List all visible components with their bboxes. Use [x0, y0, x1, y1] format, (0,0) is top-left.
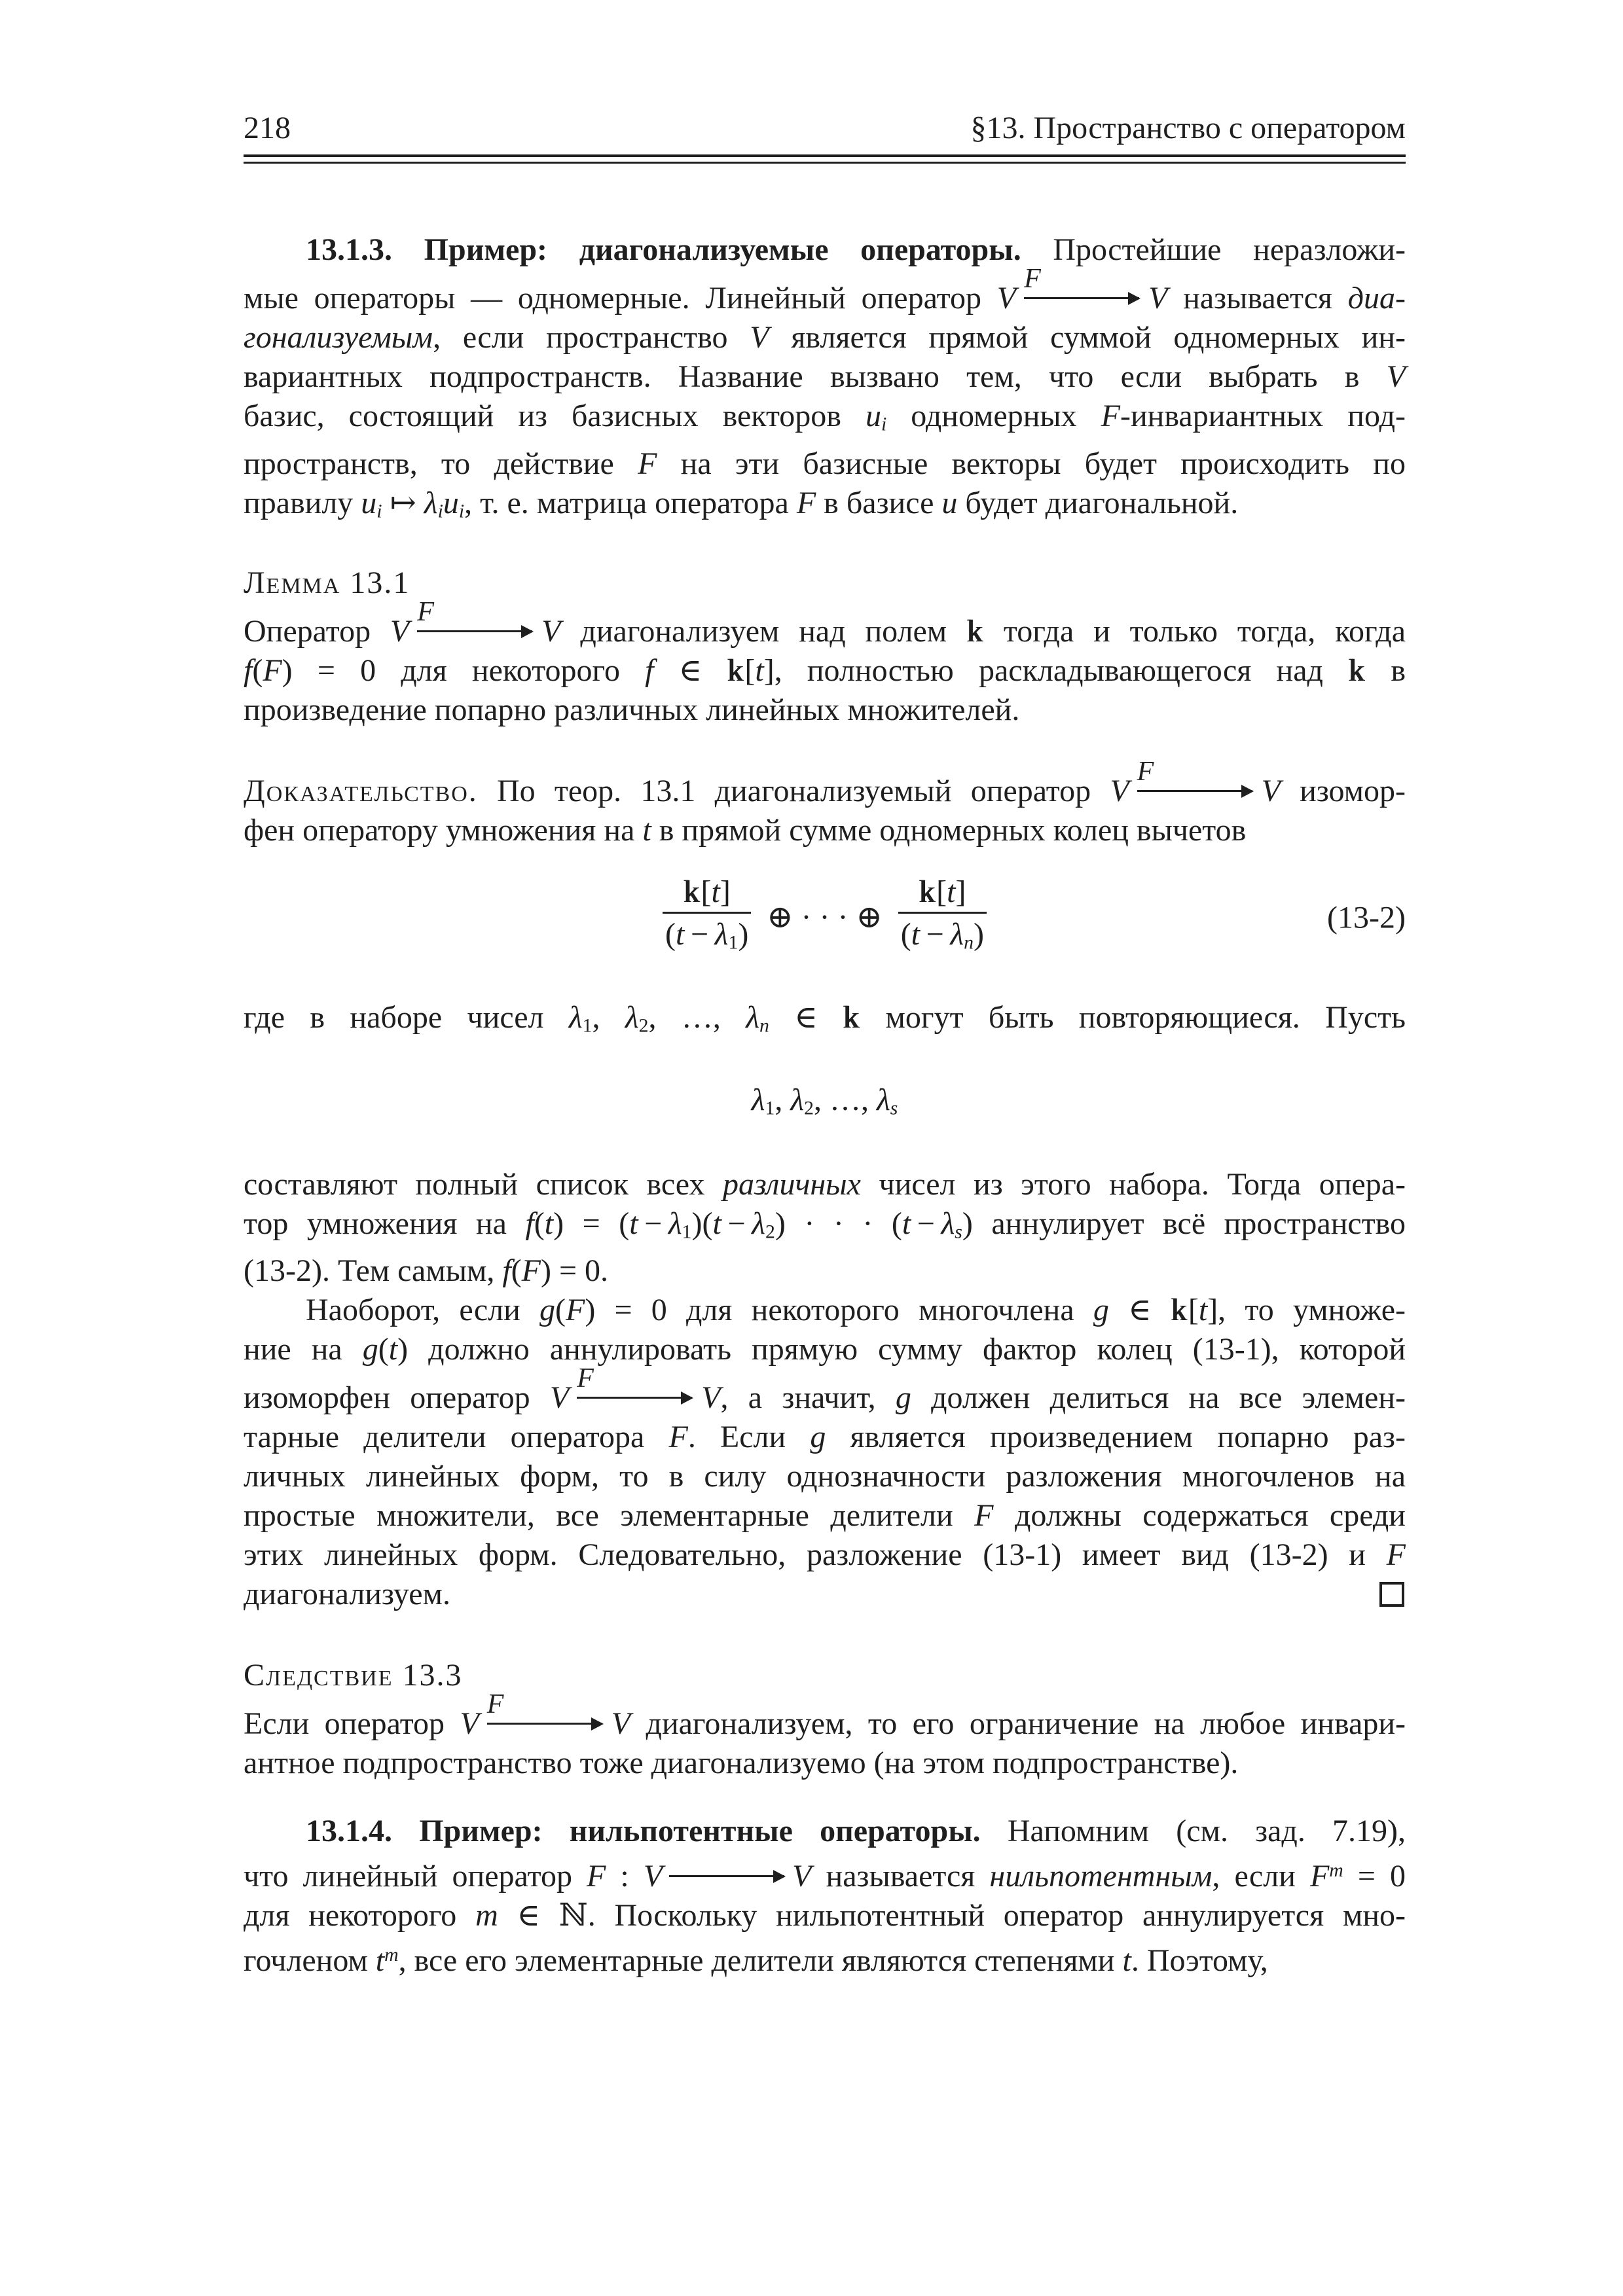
text: ∈ [653, 653, 727, 689]
arrow-with-F-label-icon [486, 1689, 604, 1740]
italic-text: нильпотентным [989, 1859, 1213, 1894]
italic-text: λ [790, 1083, 805, 1118]
text: По теор. 13.1 диагонализуемый оператор [477, 774, 1110, 809]
subscript: s [890, 1097, 898, 1119]
italic-text: t [544, 1206, 554, 1241]
text: ], то умноже- [1207, 1293, 1406, 1328]
italic-text: F [1386, 1537, 1406, 1573]
text-line [244, 1291, 1406, 1330]
text-line [244, 1496, 1406, 1535]
italic-text: F [638, 446, 657, 481]
text: Простейшие неразложи- [1021, 232, 1406, 267]
text: -инвариантных под- [1120, 399, 1406, 433]
text: . Поэтому, [1131, 1943, 1268, 1979]
italic-text: V [996, 281, 1017, 315]
text: ( [665, 917, 676, 952]
bold-text: 13.1.3. Пример: диагонализуемые операторы. [306, 232, 1021, 267]
text: ↦ [382, 485, 424, 520]
italic-text: λ [424, 485, 438, 520]
text: ∈ ℕ. Поскольку нильпотентный оператор аннулируется мно- [498, 1898, 1406, 1933]
text: составляют полный список всех [244, 1166, 723, 1202]
italic-text: u [941, 485, 958, 520]
running-title: §13. Пространство с оператором [970, 111, 1406, 145]
text-line [244, 1535, 1406, 1575]
italic-text: t [902, 1206, 911, 1241]
text: − [920, 917, 951, 952]
text: этих линейных форм. Следовательно, разложение (13-1) имеет вид (13-2) и [244, 1537, 1387, 1573]
numerator [908, 874, 976, 912]
italic-text: g [362, 1332, 378, 1367]
text: − [911, 1206, 941, 1241]
text: фен оператору умножения на [244, 813, 643, 848]
direct-sum-operators [767, 899, 882, 936]
text: тогда и только тогда, когда [984, 614, 1406, 649]
text: , если [1212, 1859, 1310, 1894]
qed-box [1379, 1582, 1404, 1607]
text-line [244, 1165, 1406, 1204]
text-block [244, 0, 1406, 1981]
blackboard-k: k [919, 874, 935, 910]
blackboard-k: k [966, 614, 983, 649]
italic-text: u [443, 485, 459, 520]
italic-text: F [587, 1859, 606, 1894]
text-line [244, 264, 1406, 318]
arrow-label: F [577, 1363, 594, 1394]
text: − [684, 917, 715, 952]
text: что линейный оператор [244, 1859, 587, 1894]
full-list [244, 1165, 1406, 1291]
subscript: i [458, 500, 465, 522]
denominator [898, 914, 987, 961]
italic-text: g [539, 1293, 555, 1328]
text-line [244, 1812, 1406, 1851]
subscript: 2 [804, 1097, 814, 1119]
arrow-shaft [417, 630, 532, 632]
italic-text: u [865, 399, 881, 433]
fraction [898, 874, 987, 961]
text: ) · · · ( [775, 1206, 902, 1241]
para-13-1-4 [244, 1812, 1406, 1981]
para-13-1-3 [244, 230, 1406, 531]
text-line [244, 230, 1406, 270]
text: Оператор [244, 614, 390, 649]
text-line [244, 1204, 1406, 1252]
header-rule [244, 154, 1406, 164]
italic-text: t [1122, 1943, 1131, 1979]
text: = 0 [1343, 1859, 1406, 1894]
text-line [244, 811, 1406, 850]
blackboard-k: k [1348, 653, 1364, 689]
text-line [244, 1251, 1406, 1291]
text: Наоборот, если [306, 1293, 539, 1328]
italic-text: V [390, 614, 410, 649]
italic-text: g [810, 1420, 826, 1455]
text: могут быть повторяющиеся. Пусть [860, 999, 1406, 1035]
italic-text: различных [722, 1166, 861, 1202]
subscript: 1 [728, 931, 739, 954]
arrow-shaft [1024, 297, 1139, 299]
text: вариантных подпространств. Название вызвано тем, что если выбрать в [244, 359, 1387, 394]
text: диагонализуем, то его ограничение на любое инвари- [630, 1706, 1406, 1742]
italic-text: t [712, 1206, 721, 1241]
text-line [244, 597, 1406, 651]
text-line [244, 1363, 1406, 1418]
text: мые операторы — одномерные. Линейный оператор [244, 281, 997, 315]
arrow-label: F [1024, 264, 1041, 294]
equation-tag: (13-2) [1327, 900, 1406, 935]
smallcaps-text: Доказательство. [244, 774, 478, 809]
text: ) = 0 для некоторого многочлена [585, 1293, 1093, 1328]
text-line [244, 1744, 1406, 1783]
arrow-with-F-label-icon [1024, 264, 1140, 315]
italic-text: t [1198, 1293, 1208, 1328]
italic-text: λ [876, 1083, 890, 1118]
text: , все его элементарные делители являются степенями [398, 1943, 1123, 1979]
text: )( [691, 1206, 713, 1241]
text: ) [738, 917, 749, 952]
converse [244, 1291, 1406, 1614]
text: правилу [244, 485, 361, 520]
text: произведение попарно различных линейных множителей. [244, 692, 1020, 728]
blackboard-k: k [1170, 1293, 1186, 1328]
text-line [244, 318, 1406, 357]
smallcaps-text: Следствие 13.3 [244, 1658, 463, 1693]
text: : [606, 1859, 644, 1894]
italic-text: m [475, 1898, 498, 1933]
formula-13-2 [244, 874, 1406, 961]
text: Если оператор [244, 1706, 460, 1742]
text: ( [555, 1293, 566, 1328]
text: ние на [244, 1332, 363, 1367]
subscript: 1 [765, 1097, 775, 1119]
italic-text: f [525, 1206, 534, 1241]
italic-text: V [541, 614, 561, 649]
text-line [244, 691, 1406, 730]
text: чисел из этого набора. Тогда опера- [860, 1166, 1406, 1202]
blackboard-k: k [727, 653, 743, 689]
text: ) = 0. [540, 1253, 609, 1289]
after-formula [244, 998, 1406, 1046]
page-header [244, 0, 1406, 147]
text: должны содержаться среди [993, 1498, 1406, 1534]
text: (13-2). Тем самым, [244, 1253, 503, 1289]
text-line [244, 1081, 1406, 1128]
text-line [244, 397, 1406, 444]
text: ) = 0 для некоторого [282, 653, 646, 689]
text-line [244, 651, 1406, 691]
italic-text: t [629, 1206, 638, 1241]
text: пространств, то действие [244, 446, 638, 481]
text: ( [378, 1332, 389, 1367]
corollary-heading [244, 1656, 1406, 1695]
subscript: i [437, 500, 443, 522]
italic-text: λ [752, 1206, 765, 1241]
italic-text: t [676, 917, 685, 952]
italic-text: g [1093, 1293, 1109, 1328]
text: ( [252, 653, 263, 689]
italic-text: V [549, 1380, 570, 1416]
arrow-label: F [1137, 757, 1154, 787]
text: называется [811, 1859, 990, 1894]
italic-text: V [792, 1859, 812, 1894]
fraction [663, 874, 751, 961]
text: тарные делители оператора [244, 1420, 669, 1455]
arrow-shaft [669, 1875, 784, 1877]
arrow-shaft [1137, 790, 1252, 792]
italic-text: F [263, 653, 282, 689]
text: является произведением попарно раз- [826, 1420, 1406, 1455]
text: для некоторого [244, 1898, 476, 1933]
text: является прямой суммой одномерных ин- [769, 320, 1406, 355]
italic-text: V [1261, 774, 1281, 809]
italic-text: t [375, 1943, 385, 1979]
italic-text: F [565, 1293, 585, 1328]
text: ] [955, 874, 966, 910]
italic-text: F [1101, 399, 1120, 433]
text: ], полностью раскладывающегося над [763, 653, 1349, 689]
arrow-with-F-label-icon [1137, 757, 1254, 808]
subscript: 2 [765, 1221, 775, 1243]
italic-text: λ [714, 917, 729, 952]
text: ] [720, 874, 731, 910]
text: будет диагональной. [957, 485, 1239, 520]
italic-text: t [755, 653, 764, 689]
superscript: m [1329, 1859, 1343, 1882]
text: − [638, 1206, 668, 1241]
page-number: 218 [244, 111, 291, 145]
arrow-shaft [577, 1397, 692, 1399]
text: где в наборе чисел [244, 999, 569, 1035]
italic-text: λ [746, 999, 760, 1035]
italic-text: λ [751, 1083, 765, 1118]
italic-text: g [895, 1380, 911, 1416]
text: ∈ [769, 999, 843, 1035]
text: простые множители, все элементарные делители [244, 1498, 975, 1534]
text-line [244, 357, 1406, 397]
italic-text: λ [568, 999, 583, 1035]
text: диагонализуем. [244, 1577, 450, 1612]
italic-text: t [388, 1332, 398, 1367]
text: , если пространство [433, 320, 750, 355]
italic-text: V [1110, 774, 1129, 809]
italic-text: t [911, 917, 921, 952]
numerator [673, 874, 741, 912]
text: в прямой сумме одномерных колец вычетов [651, 813, 1247, 848]
italic-text: диа- [1347, 281, 1406, 315]
text-line [244, 1689, 1406, 1744]
text: ) должно аннулировать прямую сумму фактор колец (13-1), которой [397, 1332, 1406, 1367]
italic-text: λ [941, 1206, 955, 1241]
text: . Если [687, 1420, 811, 1455]
text: антное подпространство тоже диагонализуемо (на этом подпространстве). [244, 1746, 1239, 1781]
italic-text: F [974, 1498, 994, 1534]
arrow-label: F [486, 1689, 504, 1720]
blackboard-k: k [843, 999, 859, 1035]
text-line [244, 1935, 1406, 1981]
italic-text: F [668, 1420, 688, 1455]
text: называется [1167, 281, 1348, 315]
lambda-list [244, 1081, 1406, 1128]
italic-text: t [711, 874, 720, 910]
text: ( [511, 1253, 522, 1289]
text: − [721, 1206, 752, 1241]
text: изомор- [1280, 774, 1406, 809]
smallcaps-text: Лемма 13.1 [244, 565, 410, 601]
text: гочленом [244, 1943, 376, 1979]
italic-text: V [611, 1706, 631, 1742]
italic-text: t [642, 813, 651, 848]
italic-text: V [643, 1859, 663, 1894]
text: базис, состоящий из базисных векторов [244, 399, 866, 433]
text: ( [534, 1206, 545, 1241]
text-line [244, 757, 1406, 811]
italic-text: V [750, 320, 769, 355]
text: ( [900, 917, 911, 952]
text: в [1366, 653, 1406, 689]
subscript: i [376, 500, 382, 522]
text-line [244, 998, 1406, 1046]
italic-text: V [1386, 359, 1406, 394]
italic-text: f [502, 1253, 511, 1289]
text: в базисе [816, 485, 942, 520]
text: , а значит, [720, 1380, 896, 1416]
text [244, 1575, 450, 1614]
text: [ [1188, 1293, 1199, 1328]
italic-text: гонализуемым [244, 320, 433, 355]
italic-text: V [1148, 281, 1168, 315]
subscript: 1 [682, 1221, 692, 1243]
text-line [244, 1457, 1406, 1496]
text: одномерных [886, 399, 1101, 433]
text-line [244, 1418, 1406, 1457]
long-right-arrow-icon [669, 1860, 786, 1893]
italic-text: V [460, 1706, 479, 1742]
text: [ [744, 653, 756, 689]
text-line [244, 1851, 1406, 1896]
text: диагонализуем над полем [560, 614, 967, 649]
text: должен делиться на все элемен- [911, 1380, 1406, 1416]
text: личных линейных форм, то в силу однозначности разложения многочленов на [244, 1459, 1406, 1494]
denominator [663, 914, 751, 961]
blackboard-k: k [683, 874, 699, 910]
lemma-body [244, 597, 1406, 730]
superscript: m [384, 1944, 399, 1966]
subscript: 2 [638, 1014, 649, 1037]
text: ) аннулирует всё пространство [962, 1206, 1406, 1241]
text-line [244, 1330, 1406, 1369]
italic-text: F [1309, 1859, 1330, 1894]
text: ) [973, 917, 984, 952]
text-line [244, 444, 1406, 484]
italic-text: λ [625, 999, 639, 1035]
text: изоморфен оператор [244, 1380, 550, 1416]
italic-text: f [645, 653, 654, 689]
text: тор умножения на [244, 1206, 526, 1241]
italic-text: u [361, 485, 377, 520]
text-line [244, 484, 1406, 531]
text-line [244, 1575, 1406, 1614]
italic-text: t [947, 874, 956, 910]
italic-text: V [701, 1380, 721, 1416]
italic-text: f [244, 653, 253, 689]
text: , [775, 1083, 791, 1118]
text: , …, [648, 999, 746, 1035]
italic-text: F [796, 485, 816, 520]
page-content [244, 164, 1406, 1981]
subscript: n [759, 1014, 769, 1037]
bold-text: 13.1.4. Пример: нильпотентные операторы. [306, 1814, 981, 1849]
text-line [244, 1896, 1406, 1935]
arrow-shaft [487, 1723, 602, 1725]
arrow-label: F [417, 597, 434, 628]
text: [ [936, 874, 947, 910]
text: , [592, 999, 625, 1035]
italic-text: F [521, 1253, 541, 1289]
text: Напомним (см. зад. 7.19), [980, 1814, 1406, 1849]
subscript: i [881, 413, 887, 435]
text: ) = ( [553, 1206, 630, 1241]
subscript: 1 [582, 1014, 593, 1037]
text-line [244, 1656, 1406, 1695]
proof [244, 757, 1406, 850]
text: на эти базисные векторы будет происходить по [657, 446, 1406, 481]
arrow-with-F-label-icon [417, 597, 534, 648]
text: , т. е. матрица оператора [464, 485, 797, 520]
italic-text: λ [950, 917, 964, 952]
arrow-with-F-label-icon [577, 1363, 693, 1414]
text: [ [701, 874, 712, 910]
italic-text: λ [668, 1206, 682, 1241]
direct-sum-of-residue-rings [656, 874, 993, 961]
subscript: n [964, 931, 974, 954]
text: ∈ [1108, 1293, 1171, 1328]
text: ⊕ · · · ⊕ [767, 899, 883, 935]
corollary-body [244, 1689, 1406, 1783]
subscript: s [955, 1221, 962, 1243]
text: , …, [813, 1083, 877, 1118]
